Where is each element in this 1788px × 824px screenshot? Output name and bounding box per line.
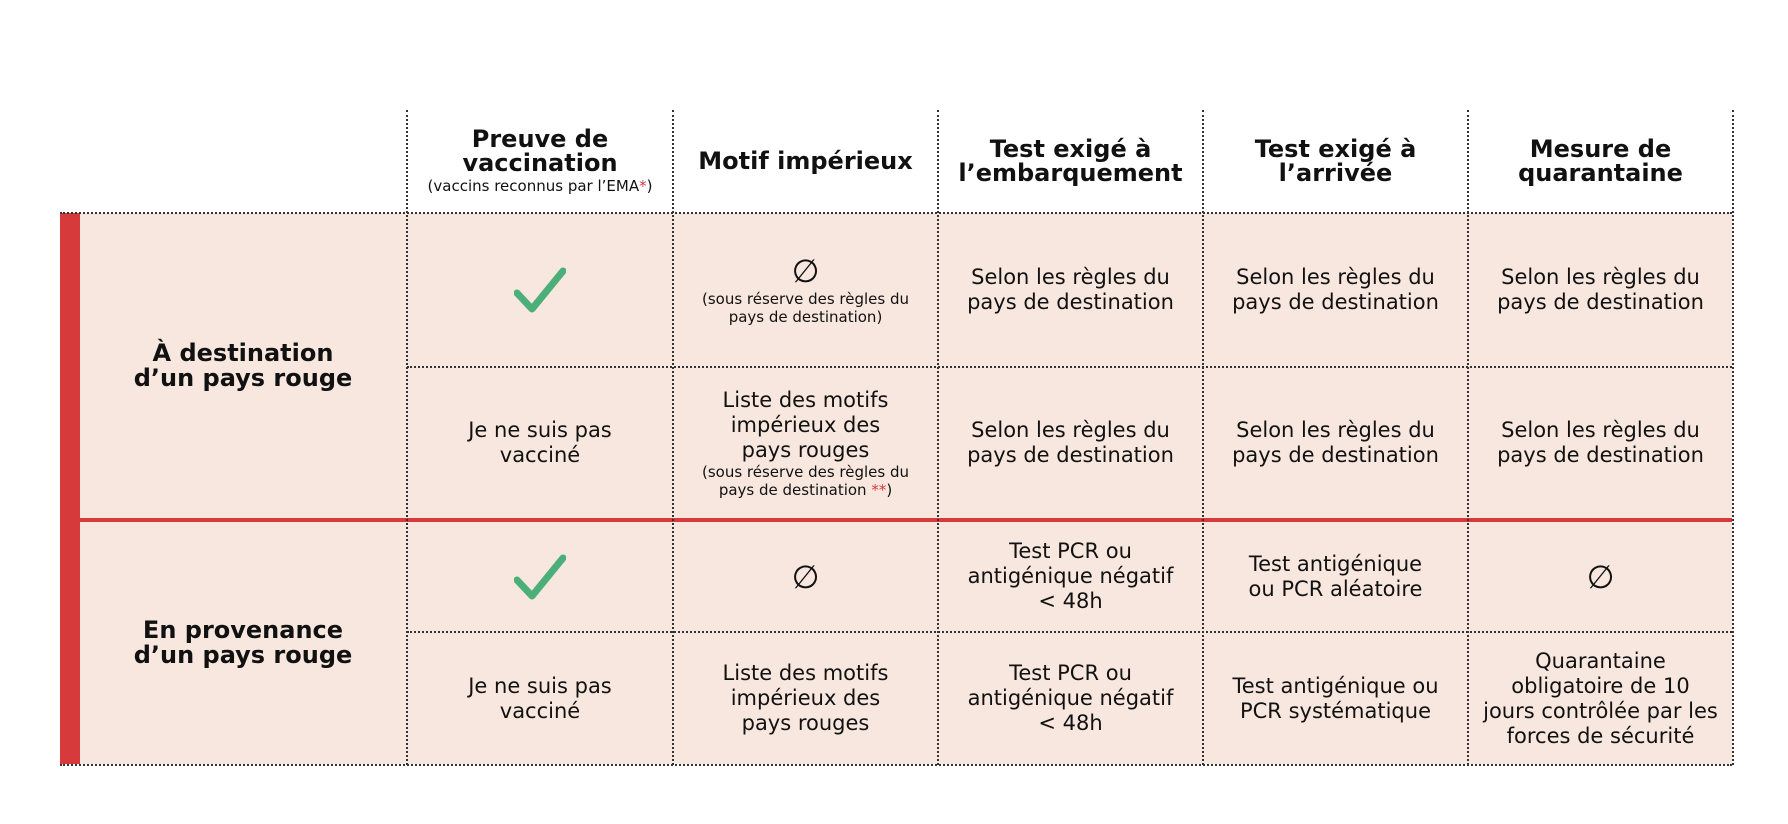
r3-arrivee-text: Test antigénique ou PCR aléatoire xyxy=(1248,551,1423,601)
header-quarantaine-title: Mesure de quarantaine xyxy=(1518,135,1683,187)
header-vaccination-subtitle-close: ) xyxy=(646,177,653,195)
r4-motif-cell xyxy=(674,633,937,764)
header-motif-title: Motif impérieux xyxy=(698,147,913,175)
header-vaccination xyxy=(408,110,672,212)
double-asterisk-note-marker: ** xyxy=(871,480,887,499)
r2-quarantaine-cell xyxy=(1469,368,1732,518)
section-label-destination xyxy=(80,214,406,518)
r1-embarquement-cell xyxy=(939,214,1202,366)
check-icon xyxy=(514,554,566,600)
header-quarantaine xyxy=(1469,110,1732,212)
r3-embarquement-text: Test PCR ou antigénique négatif < 48h xyxy=(967,539,1174,613)
r1-quarantaine-text: Selon les règles du pays de destination xyxy=(1497,265,1704,314)
r2-arrivee-text: Selon les règles du pays de destination xyxy=(1232,418,1439,467)
grid-line-table-bottom xyxy=(60,764,1732,766)
r2-motif-note-close: ) xyxy=(886,480,893,499)
header-vaccination-subtitle-text: (vaccins reconnus par l’EMA xyxy=(427,177,640,195)
grid-line-col5-right xyxy=(1732,110,1734,765)
r2-vaccination-cell xyxy=(408,368,672,518)
r2-embarquement-cell xyxy=(939,368,1202,518)
r2-motif-text: Liste des motifs impérieux des pays rouges xyxy=(722,387,889,462)
r4-quarantaine-text: Quarantaine obligatoire de 10 jours contrôlée par les forces de sécurité xyxy=(1483,648,1718,748)
r1-quarantaine-cell xyxy=(1469,214,1732,366)
empty-set-icon: ∅ xyxy=(791,557,820,596)
header-motif xyxy=(674,110,937,212)
r4-vaccination-cell xyxy=(408,633,672,764)
r4-arrivee-cell xyxy=(1204,633,1467,764)
r4-embarquement-cell xyxy=(939,633,1202,764)
r1-embarquement-text: Selon les règles du pays de destination xyxy=(967,265,1174,314)
section-label-provenance xyxy=(80,522,406,764)
empty-set-icon: ∅ xyxy=(791,252,820,290)
header-embarquement xyxy=(939,110,1202,212)
r4-motif-text: Liste des motifs impérieux des pays rouges xyxy=(722,661,889,735)
r2-motif-cell xyxy=(674,368,937,518)
asterisk-note-marker: * xyxy=(639,177,647,195)
r1-arrivee-cell xyxy=(1204,214,1467,366)
r2-arrivee-cell xyxy=(1204,368,1467,518)
r4-vaccination-text: Je ne suis pas vacciné xyxy=(468,673,612,723)
header-arrivee xyxy=(1204,110,1467,212)
r1-motif-note: (sous réserve des règles du pays de destination) xyxy=(701,290,909,326)
header-embarquement-title: Test exigé à l’embarquement xyxy=(958,135,1183,187)
r2-motif-note xyxy=(698,463,913,499)
header-vaccination-subtitle xyxy=(428,177,653,195)
section-label-provenance-text: En provenance d’un pays rouge xyxy=(133,616,353,669)
r2-vaccination-text: Je ne suis pas vacciné xyxy=(468,418,612,467)
r3-embarquement-cell xyxy=(939,522,1202,631)
header-vaccination-title: Preuve de vaccination xyxy=(462,125,618,177)
header-arrivee-title: Test exigé à l’arrivée xyxy=(1254,135,1417,187)
r1-motif-cell xyxy=(674,214,937,366)
r2-embarquement-text: Selon les règles du pays de destination xyxy=(967,418,1174,467)
r3-arrivee-cell xyxy=(1204,522,1467,631)
r1-vaccination-cell xyxy=(408,214,672,366)
check-icon xyxy=(514,267,566,313)
r3-motif-cell xyxy=(674,522,937,631)
r2-quarantaine-text: Selon les règles du pays de destination xyxy=(1497,418,1704,467)
r2-motif-note-text: (sous réserve des règles du pays de destination xyxy=(701,462,909,499)
section-label-destination-text: À destination d’un pays rouge xyxy=(133,339,353,392)
r3-vaccination-cell xyxy=(408,522,672,631)
r4-quarantaine-cell xyxy=(1469,633,1732,764)
r4-arrivee-text: Test antigénique ou PCR systématique xyxy=(1232,673,1439,723)
r1-arrivee-text: Selon les règles du pays de destination xyxy=(1232,265,1439,314)
r4-embarquement-text: Test PCR ou antigénique négatif < 48h xyxy=(967,661,1174,735)
section-accent-bar xyxy=(60,213,80,764)
r3-quarantaine-cell xyxy=(1469,522,1732,631)
empty-set-icon: ∅ xyxy=(1586,557,1615,596)
